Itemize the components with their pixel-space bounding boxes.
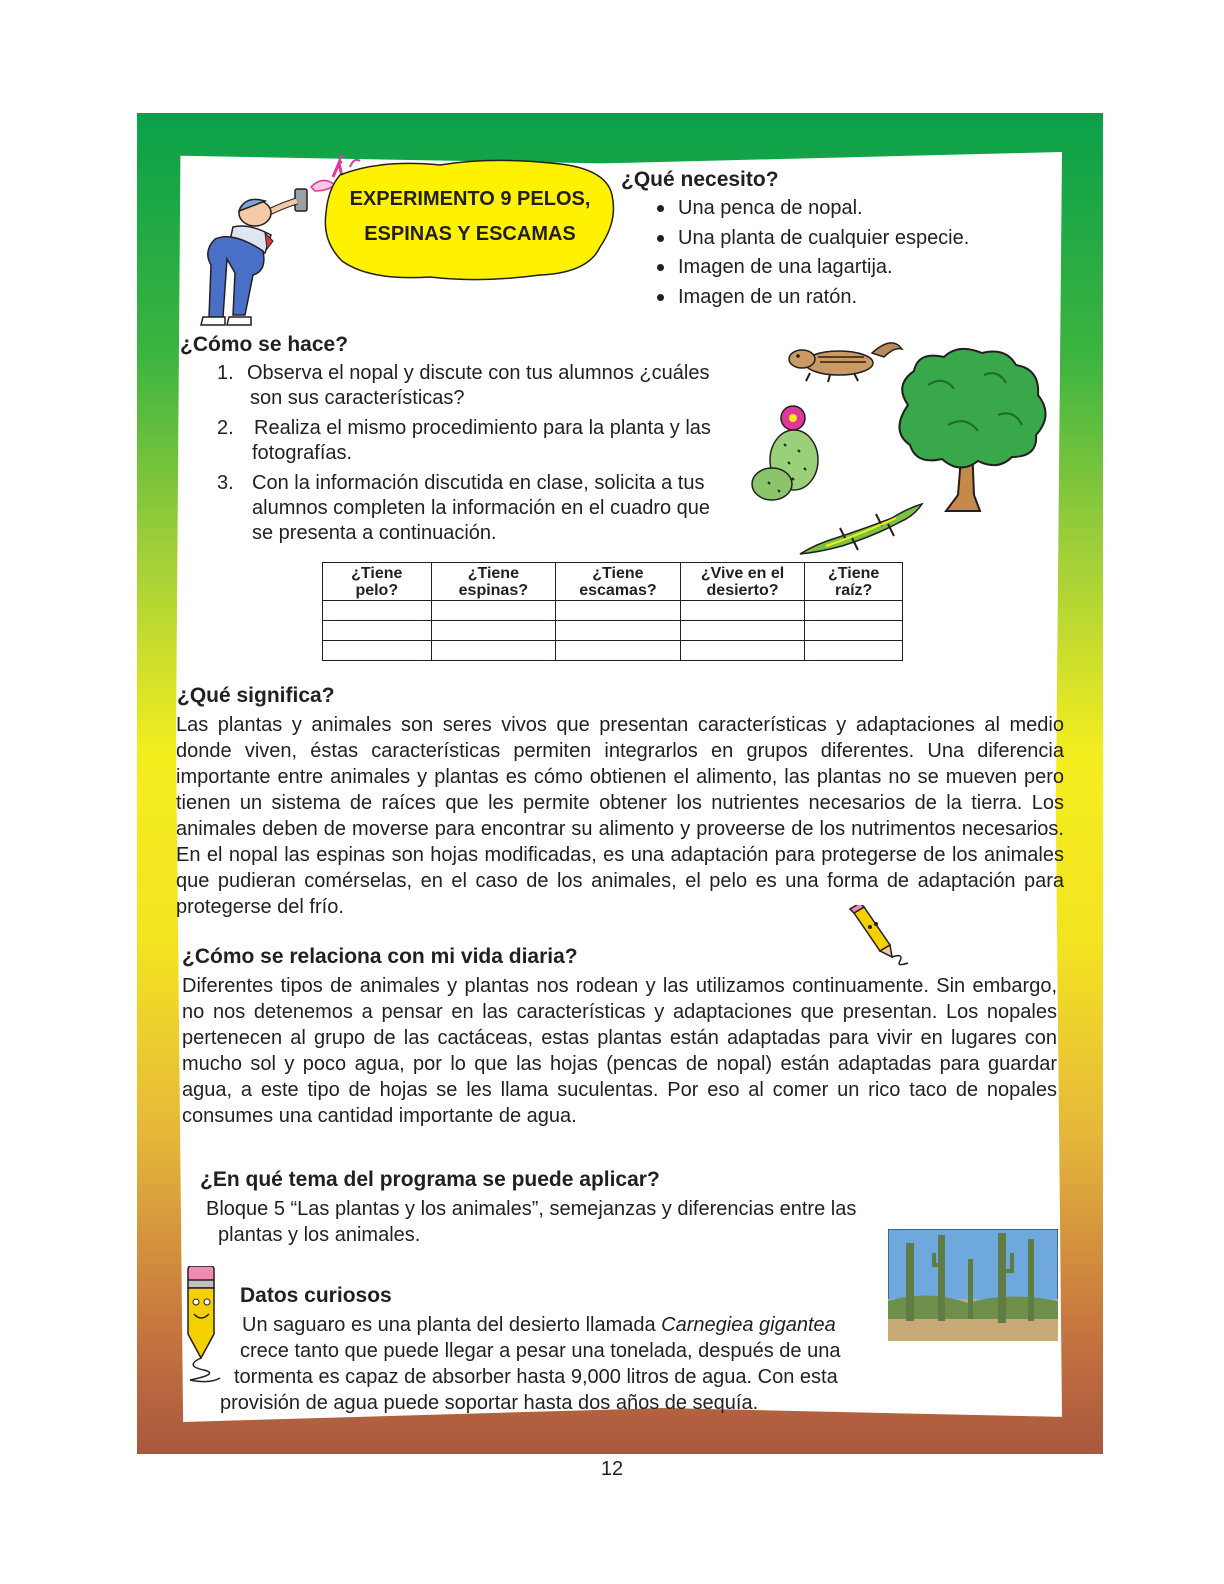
daily-heading: ¿Cómo se relaciona con mi vida diaria? [182, 945, 578, 968]
pencil-icon [848, 905, 912, 967]
table-header-cell: ¿Tiene raíz? [805, 563, 903, 601]
step-number: 1. [217, 362, 234, 384]
pencil-character-icon [180, 1266, 226, 1386]
table-header-row [323, 563, 903, 601]
curious-line-2: crece tanto que puede llegar a pesar una tonelada, después de una [240, 1340, 841, 1362]
meaning-heading: ¿Qué significa? [177, 684, 335, 707]
table-cell [323, 641, 432, 661]
howto-heading: ¿Cómo se hace? [180, 333, 349, 356]
table-header-cell: ¿Tiene escamas? [556, 563, 681, 601]
table-header-cell: ¿Tiene espinas? [431, 563, 556, 601]
curious-line-4: provisión de agua puede soportar hasta dos años de sequía. [220, 1392, 759, 1414]
table-cell [556, 621, 681, 641]
table-cell [431, 601, 556, 621]
table-row [323, 641, 903, 661]
table-cell [680, 641, 805, 661]
step-item: 1. Observa el nopal y discute con tus alumnos ¿cuáles son sus características? [217, 362, 710, 409]
table-cell [556, 601, 681, 621]
bullet-icon [657, 264, 664, 271]
meaning-paragraph: Las plantas y animales son seres vivos que presentan características y adaptaciones al medio donde viven, éstas características permiten integrarlos en grupos diferentes. Una diferencia importante entre animales y plantas es cómo obtienen el alimento, las plantas no se mueven pero tienen un sistema de raíces que les permite obtener los nutrientes necesarios de la tierra. Los animales deben de moverse para encontrar su alimento y proveerse de los nutrimentos necesarios. En el nopal las espinas son hojas modificadas, es una adaptación para protegerse de los animales que pudieran comérselas, en el caso de los animales, el pelo es una forma de adaptación para protegerse del frío. [176, 714, 1064, 918]
table-cell [323, 621, 432, 641]
table-cell [680, 601, 805, 621]
table-header-cell: ¿Vive en el desierto? [680, 563, 805, 601]
step-item: 3. Con la información discutida en clase, solicita a tus alumnos completen la información en el cuadro que se presenta a continuación. [217, 472, 711, 544]
list-item: Imagen de una lagartija. [653, 253, 969, 283]
bullet-icon [657, 205, 664, 212]
list-item: Una penca de nopal. [653, 194, 969, 224]
scientific-name: Carnegiea gigantea [661, 1314, 836, 1336]
curious-line-1: Un saguaro es una planta del desierto llamada Carnegiea gigantea [242, 1314, 836, 1336]
experiment-title [330, 182, 610, 252]
title-line-1: EXPERIMENTO 9 PELOS, [349, 188, 591, 210]
table-row [323, 621, 903, 641]
table-cell [680, 621, 805, 641]
table-cell [556, 641, 681, 661]
table-cell [805, 621, 903, 641]
program-line-1: Bloque 5 “Las plantas y los animales”, semejanzas y diferencias entre las [206, 1198, 857, 1220]
table-cell [323, 601, 432, 621]
list-item: Una planta de cualquier especie. [653, 224, 969, 254]
program-line-2: plantas y los animales. [218, 1224, 421, 1246]
table-header-cell: ¿Tiene pelo? [323, 563, 432, 601]
step-number: 3. [217, 472, 234, 494]
program-heading: ¿En qué tema del programa se puede aplicar? [200, 1168, 660, 1191]
page-number: 12 [600, 1458, 624, 1480]
table-cell [431, 621, 556, 641]
title-line-2: ESPINAS Y ESCAMAS [364, 223, 576, 245]
curious-heading: Datos curiosos [240, 1284, 392, 1307]
step-item: 2. Realiza el mismo procedimiento para la planta y las fotografías. [217, 417, 711, 464]
lizard-illustration [796, 494, 926, 560]
curious-line-3: tormenta es capaz de absorber hasta 9,000 litros de agua. Con esta [234, 1366, 838, 1388]
needs-heading: ¿Qué necesito? [621, 168, 779, 191]
table-cell [805, 601, 903, 621]
list-item: Imagen de un ratón. [653, 283, 969, 313]
observation-table [322, 562, 903, 661]
steps-list [217, 361, 757, 551]
daily-paragraph: Diferentes tipos de animales y plantas nos rodean y las utilizamos continuamente. Sin embargo, no nos detenemos a pensar en las características y adaptaciones que presentan. Los nopales pertenecen al grupo de las cactáceas, estas plantas están adaptadas para vivir en lugares con mucho sol y poco agua, por lo que las hojas (pencas de nopal) están adaptadas para guardar agua, a este tipo de hojas se les llama suculentas. Por eso al comer un rico taco de nopales consumes una cantidad importante de agua. [182, 975, 1057, 1127]
saguaro-photo [888, 1229, 1058, 1341]
bullet-icon [657, 294, 664, 301]
chipmunk-illustration [784, 335, 904, 385]
table-cell [805, 641, 903, 661]
needs-list [653, 194, 969, 312]
table-row [323, 601, 903, 621]
step-number: 2. [217, 417, 234, 439]
table-cell [431, 641, 556, 661]
bullet-icon [657, 235, 664, 242]
